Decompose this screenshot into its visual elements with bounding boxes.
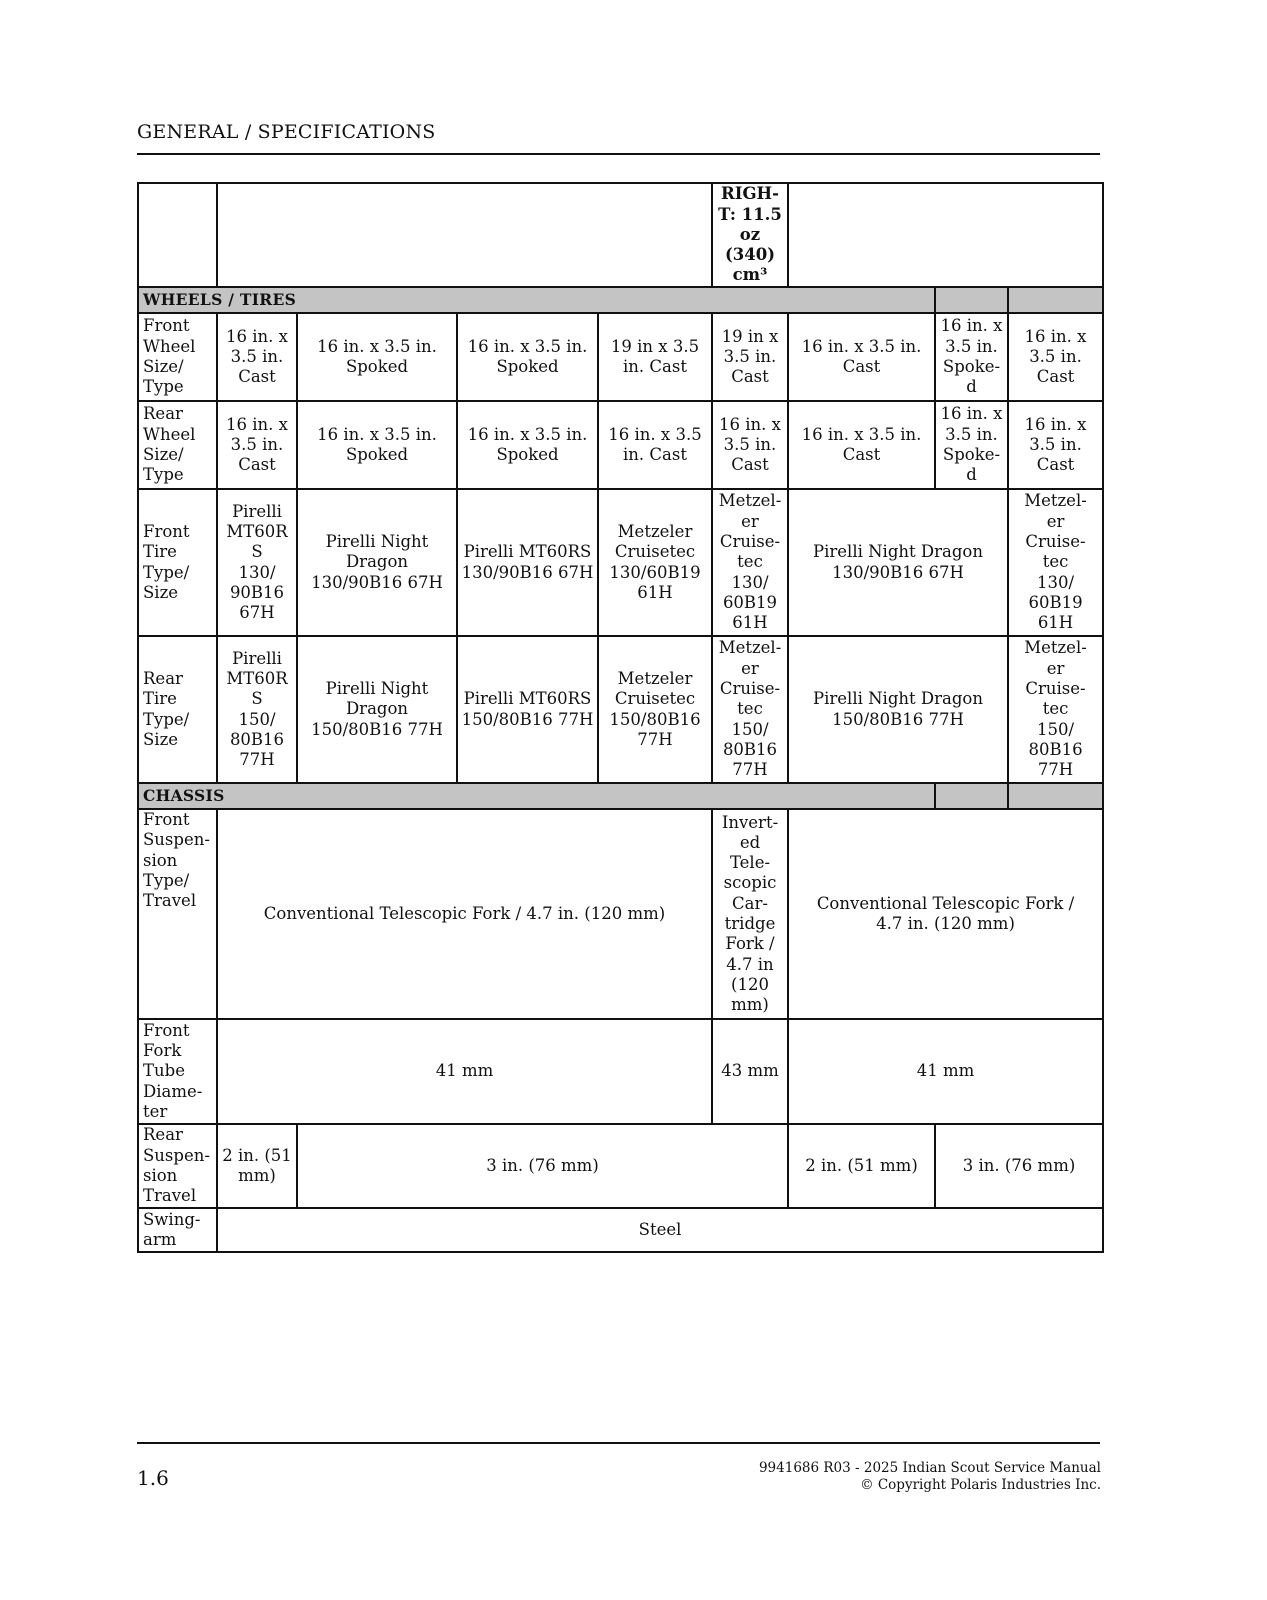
- table-cell: 16 in. x 3.5 in. Spoked: [457, 313, 598, 401]
- specifications-table: [137, 182, 1104, 1253]
- footer-rule: [137, 1442, 1100, 1444]
- table-cell: Metzel- er Cruise- tec 150/ 80B16 77H: [1008, 636, 1103, 783]
- table-cell: 43 mm: [712, 1019, 788, 1124]
- table-cell: 41 mm: [788, 1019, 1103, 1124]
- table-row-rear-tire: [138, 636, 1103, 783]
- table-cell: 16 in. x 3.5 in. Cast: [598, 401, 712, 489]
- footer-doc-line: 9941686 R03 - 2025 Indian Scout Service Manual: [758, 1460, 1101, 1476]
- table-cell: 16 in. x 3.5 in. Spoked: [457, 401, 598, 489]
- row-label-rear-tire: Rear Tire Type/ Size: [138, 636, 217, 783]
- table-cell: Conventional Telescopic Fork / 4.7 in. (120 mm): [217, 809, 712, 1019]
- header-rule: [137, 153, 1100, 155]
- table-cell: Pirelli Night Dragon 150/80B16 77H: [788, 636, 1008, 783]
- section-heading-wheels-tires: WHEELS / TIRES: [138, 287, 935, 313]
- section-heading-chassis: CHASSIS: [138, 783, 935, 809]
- row-label-front-suspension: Front Suspen- sion Type/ Travel: [138, 809, 217, 1019]
- page-number: 1.6: [137, 1466, 169, 1490]
- table-cell: 16 in. x 3.5 in. Cast: [788, 313, 935, 401]
- table-cell: Metzeler Cruisetec 130/60B19 61H: [598, 489, 712, 636]
- table-cell: 16 in. x 3.5 in. Spoked: [297, 401, 457, 489]
- table-cell: 16 in. x 3.5 in. Spoke- d: [935, 401, 1008, 489]
- table-cell: 2 in. (51 mm): [788, 1124, 935, 1208]
- row-label-front-tire: Front Tire Type/ Size: [138, 489, 217, 636]
- table-cell: 19 in x 3.5 in. Cast: [598, 313, 712, 401]
- table-row-front-tire: [138, 489, 1103, 636]
- table-cell: 16 in. x 3.5 in. Cast: [1008, 313, 1103, 401]
- table-row-oil: [138, 183, 1103, 287]
- page-header-title: GENERAL / SPECIFICATIONS: [137, 121, 436, 143]
- table-cell: Metzel- er Cruise- tec 130/ 60B19 61H: [712, 489, 788, 636]
- table-cell: 16 in. x 3.5 in. Cast: [217, 313, 297, 401]
- section-fill: [1008, 783, 1103, 809]
- table-cell: 16 in. x 3.5 in. Spoke- d: [935, 313, 1008, 401]
- table-cell: Pirelli MT60RS 130/ 90B16 67H: [217, 489, 297, 636]
- row-label-front-wheel: Front Wheel Size/ Type: [138, 313, 217, 401]
- table-cell: 16 in. x 3.5 in. Cast: [788, 401, 935, 489]
- table-cell: 16 in. x 3.5 in. Spoked: [297, 313, 457, 401]
- table-cell: 3 in. (76 mm): [935, 1124, 1103, 1208]
- table-cell: Metzel- er Cruise- tec 130/ 60B19 61H: [1008, 489, 1103, 636]
- table-cell: 19 in x 3.5 in. Cast: [712, 313, 788, 401]
- row-label-rear-wheel: Rear Wheel Size/ Type: [138, 401, 217, 489]
- row-label-rear-suspension: Rear Suspen- sion Travel: [138, 1124, 217, 1208]
- table-cell-oil-right: RIGH- T: 11.5 oz (340) cm³: [712, 183, 788, 287]
- table-cell: 16 in. x 3.5 in. Cast: [1008, 401, 1103, 489]
- section-fill: [935, 287, 1008, 313]
- table-row-rear-suspension: [138, 1124, 1103, 1208]
- section-row-wheels: [138, 287, 1103, 313]
- section-fill: [1008, 287, 1103, 313]
- table-cell: Pirelli Night Dragon 150/80B16 77H: [297, 636, 457, 783]
- table-cell: Pirelli Night Dragon 130/90B16 67H: [297, 489, 457, 636]
- footer-copyright: © Copyright Polaris Industries Inc.: [860, 1477, 1101, 1493]
- table-cell-empty: [217, 183, 712, 287]
- table-cell-empty: [138, 183, 217, 287]
- table-cell: Invert- ed Tele- scopic Car- tridge Fork / 4.7 in (120 mm): [712, 809, 788, 1019]
- table-row-swingarm: [138, 1208, 1103, 1252]
- table-cell: Pirelli MT60RS 150/80B16 77H: [457, 636, 598, 783]
- table-row-fork-tube: [138, 1019, 1103, 1124]
- table-cell: 2 in. (51 mm): [217, 1124, 297, 1208]
- table-row-front-wheel: [138, 313, 1103, 401]
- table-cell: 16 in. x 3.5 in. Cast: [712, 401, 788, 489]
- table-cell: Metzel- er Cruise- tec 150/ 80B16 77H: [712, 636, 788, 783]
- table-cell: Pirelli MT60RS 150/ 80B16 77H: [217, 636, 297, 783]
- footer-doc-info: [759, 1460, 1101, 1494]
- table-row-rear-wheel: [138, 401, 1103, 489]
- table-cell: 3 in. (76 mm): [297, 1124, 788, 1208]
- row-label-fork-tube: Front Fork Tube Diame- ter: [138, 1019, 217, 1124]
- table-cell: Metzeler Cruisetec 150/80B16 77H: [598, 636, 712, 783]
- table-cell: Steel: [217, 1208, 1103, 1252]
- table-row-front-suspension: [138, 809, 1103, 1019]
- table-cell: 16 in. x 3.5 in. Cast: [217, 401, 297, 489]
- section-row-chassis: [138, 783, 1103, 809]
- table-cell: 41 mm: [217, 1019, 712, 1124]
- table-cell: Pirelli MT60RS 130/90B16 67H: [457, 489, 598, 636]
- table-cell: Conventional Telescopic Fork / 4.7 in. (120 mm): [788, 809, 1103, 1019]
- section-fill: [935, 783, 1008, 809]
- row-label-swingarm: Swing- arm: [138, 1208, 217, 1252]
- table-cell: Pirelli Night Dragon 130/90B16 67H: [788, 489, 1008, 636]
- table-cell-empty: [788, 183, 1103, 287]
